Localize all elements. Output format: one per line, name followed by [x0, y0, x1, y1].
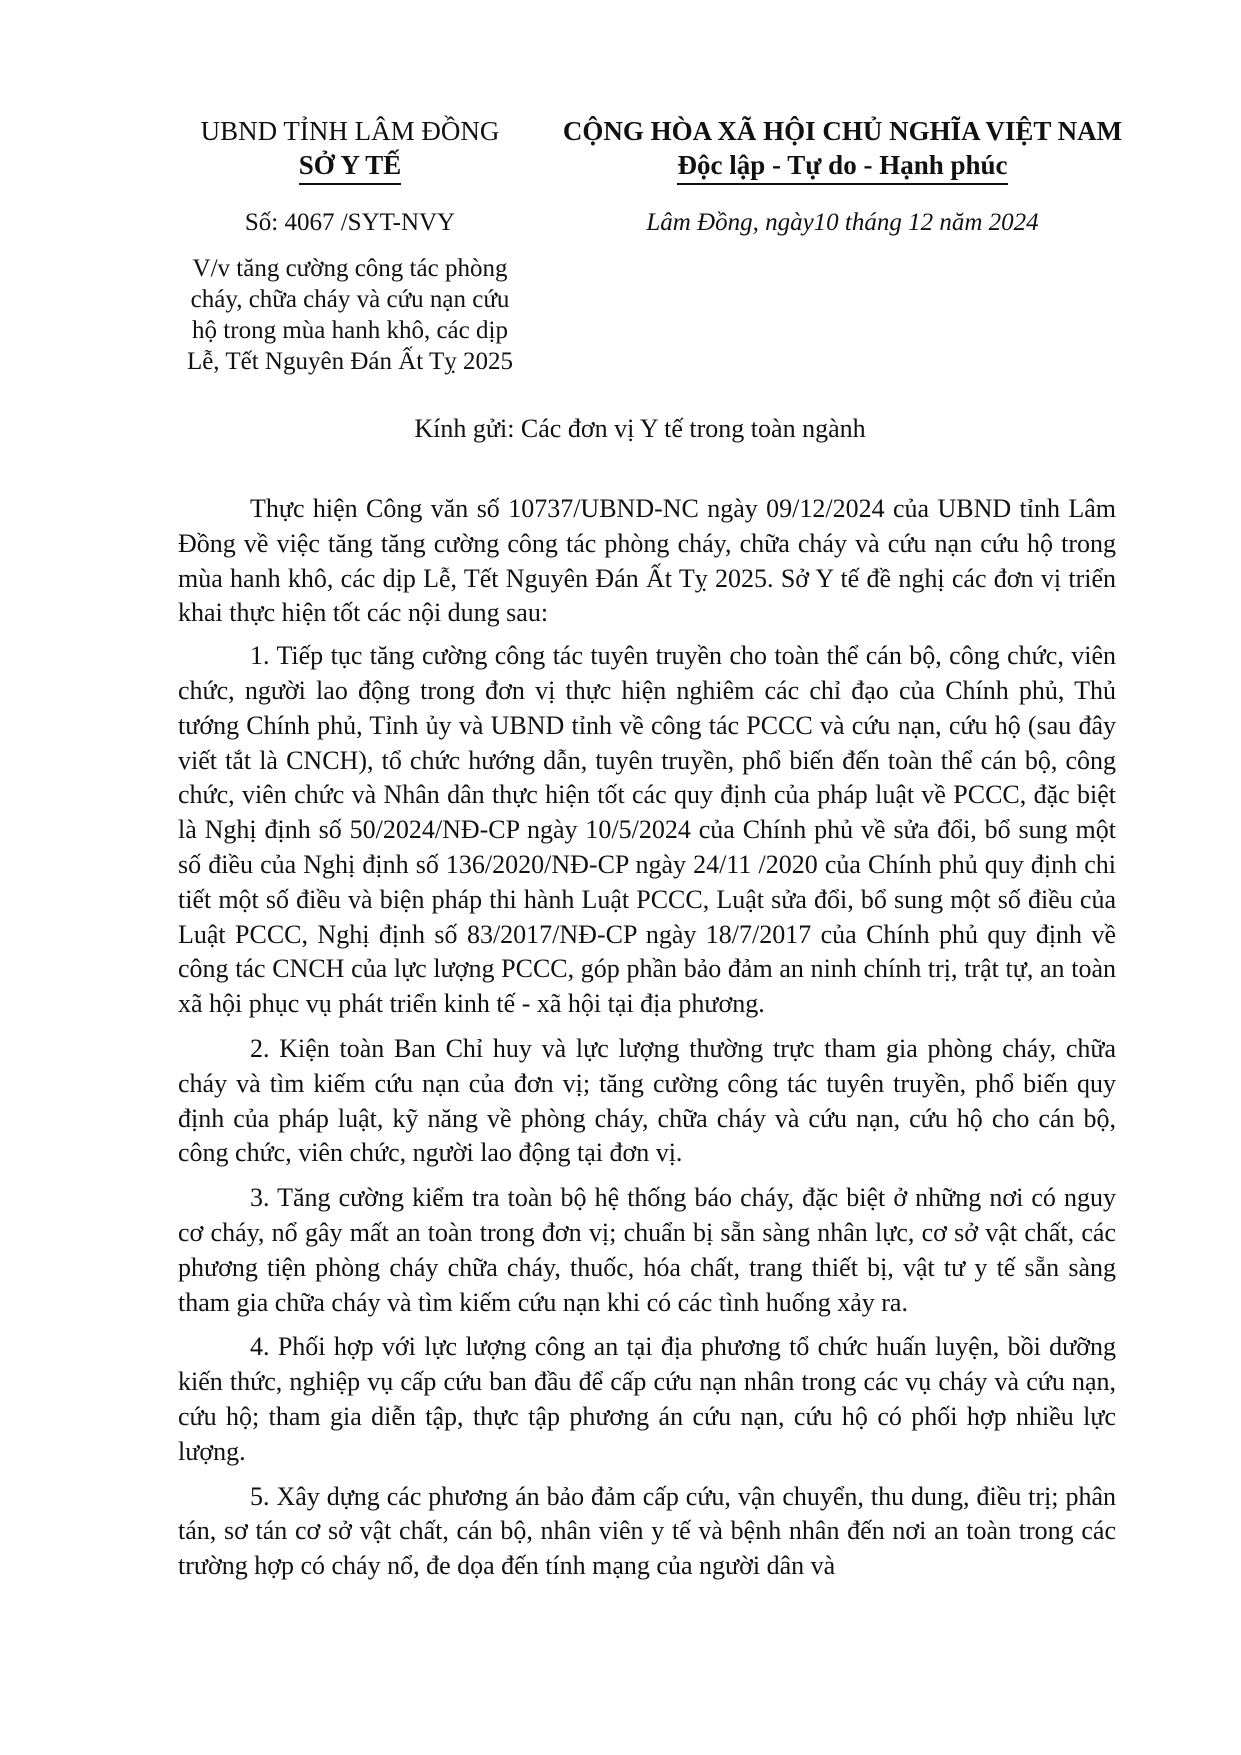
- subject-line: hộ trong mùa hanh khô, các dịp: [192, 317, 508, 344]
- issuer-block: [180, 114, 520, 377]
- document-number: Số: 4067 /SYT-NVY: [244, 209, 456, 236]
- department-name: SỞ Y TẾ: [299, 148, 402, 185]
- item-paragraph-3: 3. Tăng cường kiểm tra toàn bộ hệ thống báo cháy, đặc biệt ở những nơi có nguy cơ cháy, nổ gây mất an toàn trong đơn vị; chuẩn bị sẵn sàng nhân lực, cơ sở vật chất, các phương tiện phòng cháy chữa cháy, thuốc, hóa chất, trang thiết bị, vật tư y tế sẵn sàng tham gia chữa cháy và tìm kiếm cứu nạn khi có các tình huống xảy ra.: [178, 1183, 1116, 1317]
- national-heading-block: [535, 114, 1150, 239]
- subject-line: Lễ, Tết Nguyên Đán Ất Tỵ 2025: [186, 348, 514, 375]
- national-motto: Độc lập - Tự do - Hạnh phúc: [677, 148, 1007, 185]
- province-name: UBND TỈNH LÂM ĐỒNG: [200, 116, 500, 146]
- nation-title: CỘNG HÒA XÃ HỘI CHỦ NGHĨA VIỆT NAM: [562, 116, 1123, 146]
- subject-line: cháy, chữa cháy và cứu nạn cứu: [190, 286, 510, 313]
- recipient-line: Kính gửi: Các đơn vị Y tế trong toàn ngành: [414, 414, 866, 443]
- subject-line: V/v tăng cường công tác phòng: [192, 255, 508, 282]
- document-body: [178, 492, 1116, 1594]
- item-paragraph-2: 2. Kiện toàn Ban Chỉ huy và lực lượng thường trực tham gia phòng cháy, chữa cháy và tìm kiếm cứu nạn của đơn vị; tăng cường công tác tuyên truyền, phổ biến quy định của pháp luật, kỹ năng về phòng cháy, chữa cháy và cứu nạn, cứu hộ cho cán bộ, công chức, viên chức, người lao động tại đơn vị.: [178, 1033, 1116, 1168]
- document-subject: [180, 253, 520, 377]
- item-paragraph-5: 5. Xây dựng các phương án bảo đảm cấp cứu, vận chuyển, thu dung, điều trị; phân tán, sơ tán cơ sở vật chất, cán bộ, nhân viên y tế và bệnh nhân đến nơi an toàn trong các trường hợp có cháy nổ, đe dọa đến tính mạng của người dân và: [178, 1481, 1116, 1581]
- intro-paragraph: Thực hiện Công văn số 10737/UBND-NC ngày 09/12/2024 của UBND tỉnh Lâm Đồng về việc tăng tăng cường công tác phòng cháy, chữa cháy và cứu nạn cứu hộ trong mùa hanh khô, các dịp Lễ, Tết Nguyên Đán Ất Tỵ 2025. Sở Y tế đề nghị các đơn vị triển khai thực hiện tốt các nội dung sau:: [178, 494, 1116, 628]
- item-paragraph-1: 1. Tiếp tục tăng cường công tác tuyên truyền cho toàn thể cán bộ, công chức, viên chức, người lao động trong đơn vị thực hiện nghiêm các chỉ đạo của Chính phủ, Thủ tướng Chính phủ, Tỉnh ủy và UBND tỉnh về công tác PCCC và cứu nạn, cứu hộ (sau đây viết tắt là CNCH), tổ chức hướng dẫn, tuyên truyền, phổ biến đến toàn thể cán bộ, công chức, viên chức và Nhân dân thực hiện tốt các quy định của pháp luật về PCCC, đặc biệt là Nghị định số 50/2024/NĐ-CP ngày 10/5/2024 của Chính phủ về sửa đổi, bổ sung một số điều của Nghị định số 136/2020/NĐ-CP ngày 24/11 /2020 của Chính phủ quy định chi tiết một số điều và biện pháp thi hành Luật PCCC, Luật sửa đổi, bổ sung một số điều của Luật PCCC, Nghị định số 83/2017/NĐ-CP ngày 18/7/2017 của Chính phủ quy định về công tác CNCH của lực lượng PCCC, góp phần bảo đảm an ninh chính trị, trật tự, an toàn xã hội phục vụ phát triển kinh tế - xã hội tại địa phương.: [178, 641, 1116, 1019]
- issue-date: Lâm Đồng, ngày10 tháng 12 năm 2024: [646, 209, 1039, 236]
- item-paragraph-4: 4. Phối hợp với lực lượng công an tại địa phương tổ chức huấn luyện, bồi dưỡng kiến thức, nghiệp vụ cấp cứu ban đầu để cấp cứu nạn nhân trong các vụ cháy và cứu nạn, cứu hộ; tham gia diễn tập, thực tập phương án cứu nạn, cứu hộ có phối hợp nhiều lực lượng.: [178, 1332, 1116, 1466]
